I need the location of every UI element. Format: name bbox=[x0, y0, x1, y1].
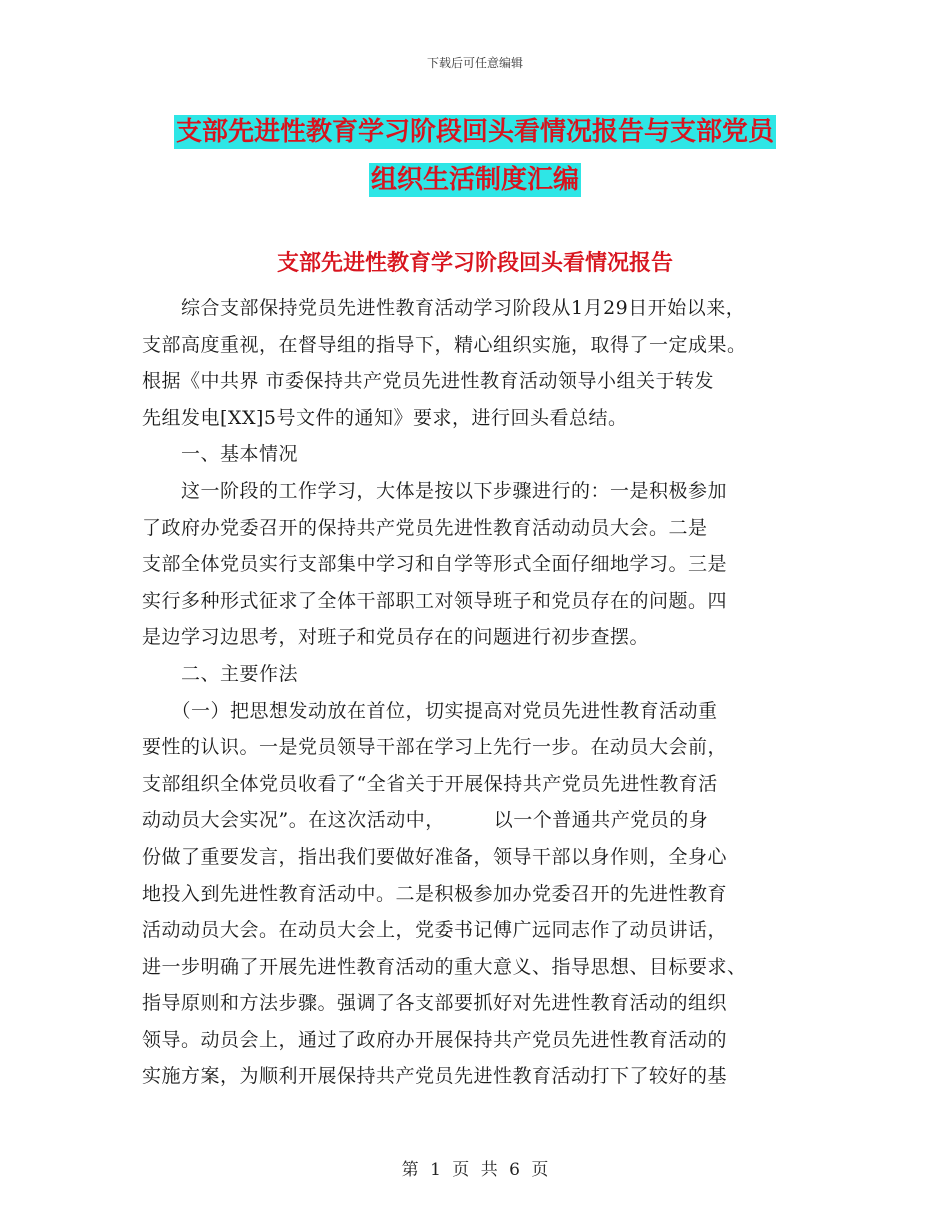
title-line-2: 组织生活制度汇编 bbox=[370, 165, 579, 195]
text-line: 是边学习边思考，对班子和党员存在的问题进行初步查摆。 bbox=[142, 626, 650, 649]
text-line: 支部高度重视，在督导组的指导下，精心组织实施，取得了一定成果。 bbox=[142, 333, 747, 356]
text-line: 实施方案，为顺利开展保持共产党员先进性教育活动打下了较好的基 bbox=[142, 1065, 728, 1088]
title-line-1: 支部先进性教育学习阶段回头看情况报告与支部党员 bbox=[175, 117, 774, 147]
text-line: 领导。动员会上，通过了政府办开展保持共产党员先进性教育活动的 bbox=[142, 1028, 728, 1051]
page-footer: 第 1 页 共 6 页 bbox=[401, 1160, 549, 1180]
text-line: 指导原则和方法步骤。强调了各支部要抓好对先进性教育活动的组织 bbox=[142, 992, 728, 1015]
text-line: 支部组织全体党员收看了“全省关于开展保持共产党员先进性教育活 bbox=[142, 772, 718, 795]
document-title bbox=[0, 108, 950, 204]
text-line: 综合支部保持党员先进性教育活动学习阶段从1月29日开始以来， bbox=[142, 297, 746, 319]
heading-main-practices: 二、主要作法 bbox=[142, 662, 299, 685]
text-line: 实行多种形式征求了全体干部职工对领导班子和党员存在的问题。四 bbox=[142, 589, 728, 612]
text-line: 进一步明确了开展先进性教育活动的重大意义、指导思想、目标要求、 bbox=[142, 955, 747, 978]
body-text bbox=[142, 290, 812, 1095]
text-line: 根据《中共界 市委保持共产党员先进性教育活动领导小组关于转发 bbox=[142, 370, 715, 393]
text-line: 了政府办党委召开的保持共产党员先进性教育活动动员大会。二是 bbox=[142, 516, 708, 539]
text-line: 先组发电[XX]5号文件的通知》要求，进行回头看总结。 bbox=[142, 406, 628, 429]
text-line: 地投入到先进性教育活动中。二是积极参加办党委召开的先进性教育 bbox=[142, 882, 728, 905]
text-line: 活动动员大会。在动员大会上，党委书记傅广远同志作了动员讲话， bbox=[142, 919, 728, 942]
text-line: 支部全体党员实行支部集中学习和自学等形式全面仔细地学习。三是 bbox=[142, 553, 728, 576]
text-line: 份做了重要发言，指出我们要做好准备，领导干部以身作则，全身心 bbox=[142, 845, 728, 868]
text-line: 这一阶段的工作学习，大体是按以下步骤进行的：一是积极参加 bbox=[142, 479, 728, 502]
text-line: （一）把思想发动放在首位，切实提高对党员先进性教育活动重 bbox=[142, 699, 718, 722]
heading-basic-situation: 一、基本情况 bbox=[142, 443, 299, 466]
text-line: 要性的认识。一是党员领导干部在学习上先行一步。在动员大会前， bbox=[142, 736, 728, 759]
text-line: 动动员大会实况”。在这次活动中， 以一个普通共产党员的身 bbox=[142, 809, 709, 832]
header-note: 下载后可任意编辑 bbox=[426, 56, 523, 70]
section-title: 支部先进性教育学习阶段回头看情况报告 bbox=[276, 251, 673, 276]
